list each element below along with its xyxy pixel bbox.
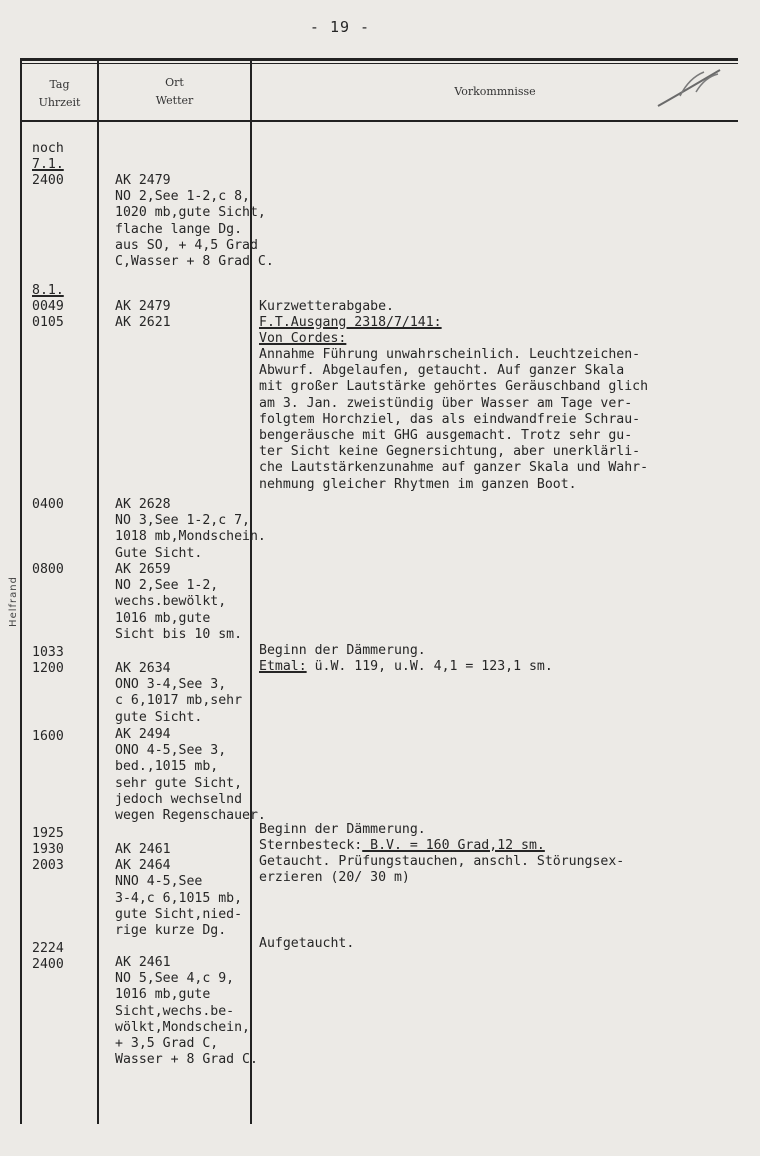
entry-8-time-1: 1925 [32,826,64,841]
entry-6-event [259,659,553,675]
entry-4-time: 0800 [32,562,64,577]
header-bottom-rule [20,120,738,122]
entry-2-time-2: 0105 [32,315,64,330]
table-top-rule-thin [20,63,738,64]
entry-2-event-3: Von Cordes: [259,331,347,346]
entry-1-date-prefix: noch [32,141,64,156]
entry-1-place-weather: AK 2479 NO 2,See 1-2,c 8, 1020 mb,gute Sicht, flache lange Dg. aus SO, + 4,5 Grad C,Wasser + 8 Grad C. [115,173,274,270]
entry-8-time-2: 1930 [32,842,64,857]
header-events-label: Vorkommnisse [454,85,536,98]
entry-10-time: 2400 [32,957,64,972]
table-top-rule [20,58,738,61]
entry-3-time: 0400 [32,497,64,512]
entry-7-time: 1600 [32,729,64,744]
entry-6-place-weather: AK 2634 ONO 3-4,See 3, c 6,1017 mb,sehr gute Sicht. [115,661,243,725]
table-left-rule [20,60,22,1124]
entry-7-place-weather: AK 2494 ONO 4-5,See 3, bed.,1015 mb, sehr gute Sicht, jedoch wechselnd wegen Regenschauer. [115,727,266,824]
entry-5-time: 1033 [32,645,64,660]
header-place-label: Ort [165,76,184,89]
entry-2-place: AK 2479 AK 2621 [115,299,171,331]
header-day-label: Tag [49,78,70,91]
entry-8-event-2 [259,838,545,854]
handwritten-mark [656,66,724,110]
margin-side-label: Helfrand [7,576,19,627]
entry-8-place-weather: AK 2461 AK 2464 NNO 4-5,See 3-4,c 6,1015 mb, gute Sicht,nied- rige kurze Dg. [115,842,243,939]
entry-9-event: Aufgetaucht. [259,936,355,951]
entry-1-time: 2400 [32,173,64,188]
entry-8-event-2-text: B.V. = 160 Grad,12 sm. [362,838,545,853]
header-time-label: Uhrzeit [38,96,81,109]
entry-2-time-1: 0049 [32,299,64,314]
entry-6-time: 1200 [32,661,64,676]
entry-4-place-weather: AK 2659 NO 2,See 1-2, wechs.bewölkt, 1016 mb,gute Sicht bis 10 sm. [115,562,243,642]
column-divider-1 [97,60,99,1124]
entry-5-event: Beginn der Dämmerung. [259,643,426,658]
header-time-column [22,76,97,112]
entry-8-event-2-label: Sternbesteck: [259,838,363,853]
page-number: - 19 - [309,18,371,36]
entry-2-event-2: F.T.Ausgang 2318/7/141: [259,315,442,330]
entry-2-event-4: Annahme Führung unwahrscheinlich. Leuchtzeichen- Abwurf. Abgelaufen, getaucht. Auf ganzer Skala mit großer Lautstärke gehörtes Geräuschband glich am 3. Jan. zweistündig über Wasser am Tage ver- folgtem Horchziel, das als eindwandfreie Schrau- bengeräusche mit GHG ausgemacht. Trotz sehr gu- ter Sicht keine Gegnersichtung, aber unerklärli- che Lautstärkenzunahme auf ganzer Skala und Wahr- nehmung gleicher Rhytmen im ganzen Boot. [259,347,649,492]
entry-9-time: 2224 [32,941,64,956]
entry-8-event-3: Getaucht. Prüfungstauchen, anschl. Störungsex- erzieren (20/ 30 m) [259,854,625,886]
entry-6-event-label: Etmal: [259,659,307,674]
entry-2-date: 8.1. [32,283,64,298]
entry-3-place-weather: AK 2628 NO 3,See 1-2,c 7, 1018 mb,Mondschein. Gute Sicht. [115,497,266,561]
entry-10-place-weather: AK 2461 NO 5,See 4,c 9, 1016 mb,gute Sicht,wechs.be- wölkt,Mondschein, + 3,5 Grad C, Wasser + 8 Grad C. [115,955,258,1068]
header-weather-label: Wetter [155,94,194,107]
entry-8-event-1: Beginn der Dämmerung. [259,822,426,837]
header-place-column [99,74,250,110]
entry-6-event-text: ü.W. 119, u.W. 4,1 = 123,1 sm. [306,659,553,674]
entry-2-event-1: Kurzwetterabgabe. [259,299,394,314]
entry-8-time-3: 2003 [32,858,64,873]
entry-1-date: 7.1. [32,157,64,172]
